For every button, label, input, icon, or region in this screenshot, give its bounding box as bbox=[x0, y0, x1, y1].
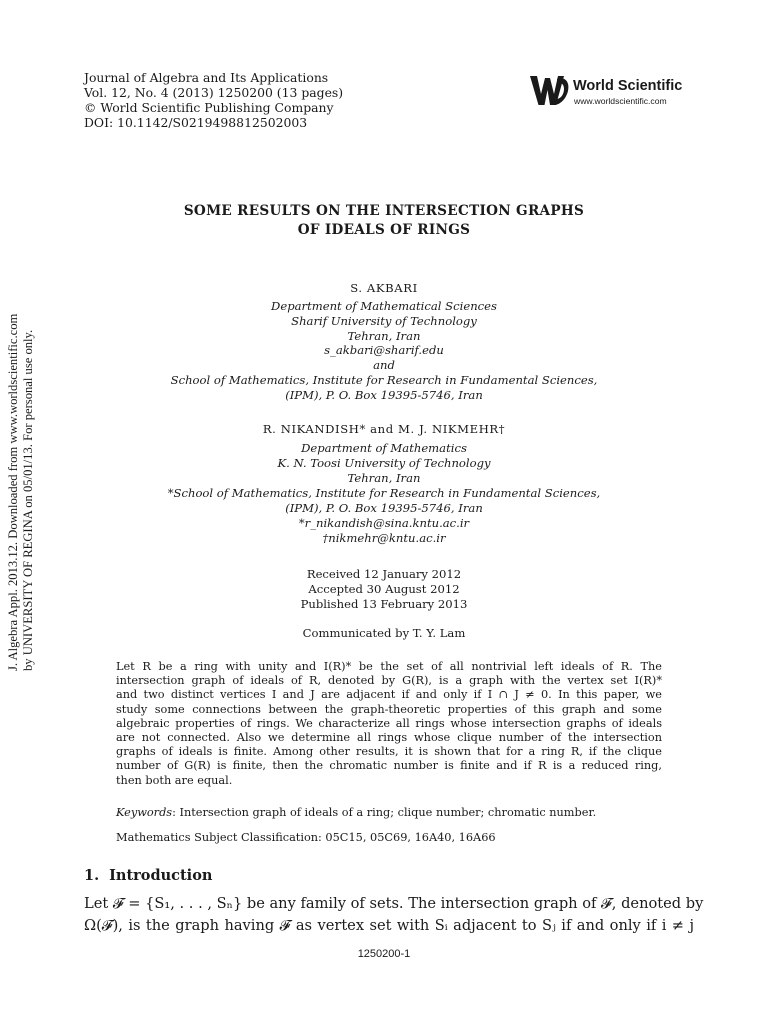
affiliation-line: Sharif University of Technology bbox=[291, 313, 477, 328]
affiliation-line: K. N. Toosi University of Technology bbox=[277, 456, 491, 470]
journal-doi[interactable]: DOI: 10.1142/S0219498812502003 bbox=[84, 115, 308, 130]
affiliation-line: Department of Mathematical Sciences bbox=[271, 299, 497, 313]
date-accepted: Accepted 30 August 2012 bbox=[308, 582, 460, 596]
email-link[interactable]: s_akbari@sharif.edu bbox=[324, 343, 444, 358]
intro-paragraph bbox=[84, 893, 704, 937]
email-link[interactable]: *r_nikandish@sina.kntu.ac.ir bbox=[298, 516, 470, 530]
affiliation-line: Tehran, Iran bbox=[347, 328, 421, 343]
journal-volume: Vol. 12, No. 4 (2013) 1250200 (13 pages) bbox=[84, 85, 344, 100]
keywords bbox=[116, 806, 596, 819]
author1-affiliation bbox=[0, 299, 768, 403]
author-name: S. AKBARI bbox=[350, 281, 418, 295]
intro-line: Let 𝓕 = {S₁, . . . , Sₙ} be any family of sets. The intersection graph of 𝓕, denoted by bbox=[84, 895, 704, 912]
author2-affiliation bbox=[0, 441, 768, 546]
section-title: Introduction bbox=[109, 867, 213, 884]
subject-classification: Mathematics Subject Classification: 05C15, 05C69, 16A40, 16A66 bbox=[116, 831, 496, 844]
publisher-name: World Scientific bbox=[573, 78, 683, 94]
abstract bbox=[116, 660, 662, 788]
title-line: OF IDEALS OF RINGS bbox=[297, 221, 471, 238]
affiliation-line: (IPM), P. O. Box 19395-5746, Iran bbox=[285, 501, 483, 515]
keywords-label: Keywords bbox=[116, 806, 173, 819]
paper-title bbox=[0, 202, 768, 239]
download-notice-line: by UNIVERSITY OF REGINA on 05/01/13. For personal use only. bbox=[20, 329, 35, 671]
world-scientific-logo-icon bbox=[529, 72, 571, 108]
page-number: 1250200-1 bbox=[357, 948, 411, 960]
download-notice-line: J. Algebra Appl. 2013.12. Downloaded from www.worldscientific.com bbox=[6, 313, 20, 671]
affiliation-line: (IPM), P. O. Box 19395-5746, Iran bbox=[285, 387, 483, 402]
publisher-url[interactable]: www.worldscientific.com bbox=[574, 96, 667, 106]
abstract-line: number of G(R) is finite, then the chromatic number is finite and if R is a reduced ring, bbox=[116, 759, 662, 773]
affiliation-line: School of Mathematics, Institute for Research in Fundamental Sciences, bbox=[170, 372, 598, 387]
abstract-line: graphs of ideals is finite. Among other results, it is shown that for a ring R, if the clique bbox=[116, 745, 662, 759]
abstract-line: study some connections between the graph-theoretic properties of this graph and some bbox=[116, 702, 662, 716]
author-names: R. NIKANDISH* and M. J. NIKMEHR† bbox=[262, 422, 506, 436]
publication-dates bbox=[0, 567, 768, 612]
section-number: 1. bbox=[84, 867, 100, 884]
keywords-text: : Intersection graph of ideals of a ring; clique number; chromatic number. bbox=[172, 806, 597, 819]
affiliation-line: *School of Mathematics, Institute for Research in Fundamental Sciences, bbox=[167, 486, 601, 500]
affiliation-line: and bbox=[373, 358, 395, 373]
title-line: SOME RESULTS ON THE INTERSECTION GRAPHS bbox=[183, 203, 585, 219]
section-heading bbox=[84, 867, 212, 884]
communicated-by: Communicated by T. Y. Lam bbox=[302, 626, 466, 640]
abstract-line: are not connected. Also we determine all rings whose clique number of the intersection bbox=[116, 731, 662, 745]
journal-copyright: © World Scientific Publishing Company bbox=[84, 100, 334, 115]
date-received: Received 12 January 2012 bbox=[306, 567, 462, 581]
abstract-line: and two distinct vertices I and J are adjacent if and only if I ∩ J ≠ 0. In this paper, we bbox=[116, 688, 662, 702]
email-link[interactable]: †nikmehr@kntu.ac.ir bbox=[322, 531, 446, 545]
intro-line: Ω(𝓕), is the graph having 𝓕 as vertex set with Sᵢ adjacent to Sⱼ if and only if i ≠ j bbox=[84, 917, 694, 934]
abstract-line: intersection graph of ideals of R, denoted by G(R), is a graph with the vertex set I(R)* bbox=[116, 674, 662, 688]
date-published: Published 13 February 2013 bbox=[300, 597, 468, 611]
affiliation-line: Tehran, Iran bbox=[347, 471, 421, 485]
journal-info bbox=[84, 70, 343, 130]
abstract-line: algebraic properties of rings. We characterize all rings whose intersection graphs of ideals bbox=[116, 716, 662, 730]
journal-name: Journal of Algebra and Its Applications bbox=[84, 70, 329, 85]
affiliation-line: Department of Mathematics bbox=[301, 441, 467, 455]
abstract-line: Let R be a ring with unity and I(R)* be the set of all nontrivial left ideals of R. The bbox=[116, 660, 662, 673]
publisher-logo bbox=[529, 72, 699, 110]
abstract-line: then both are equal. bbox=[116, 773, 233, 787]
